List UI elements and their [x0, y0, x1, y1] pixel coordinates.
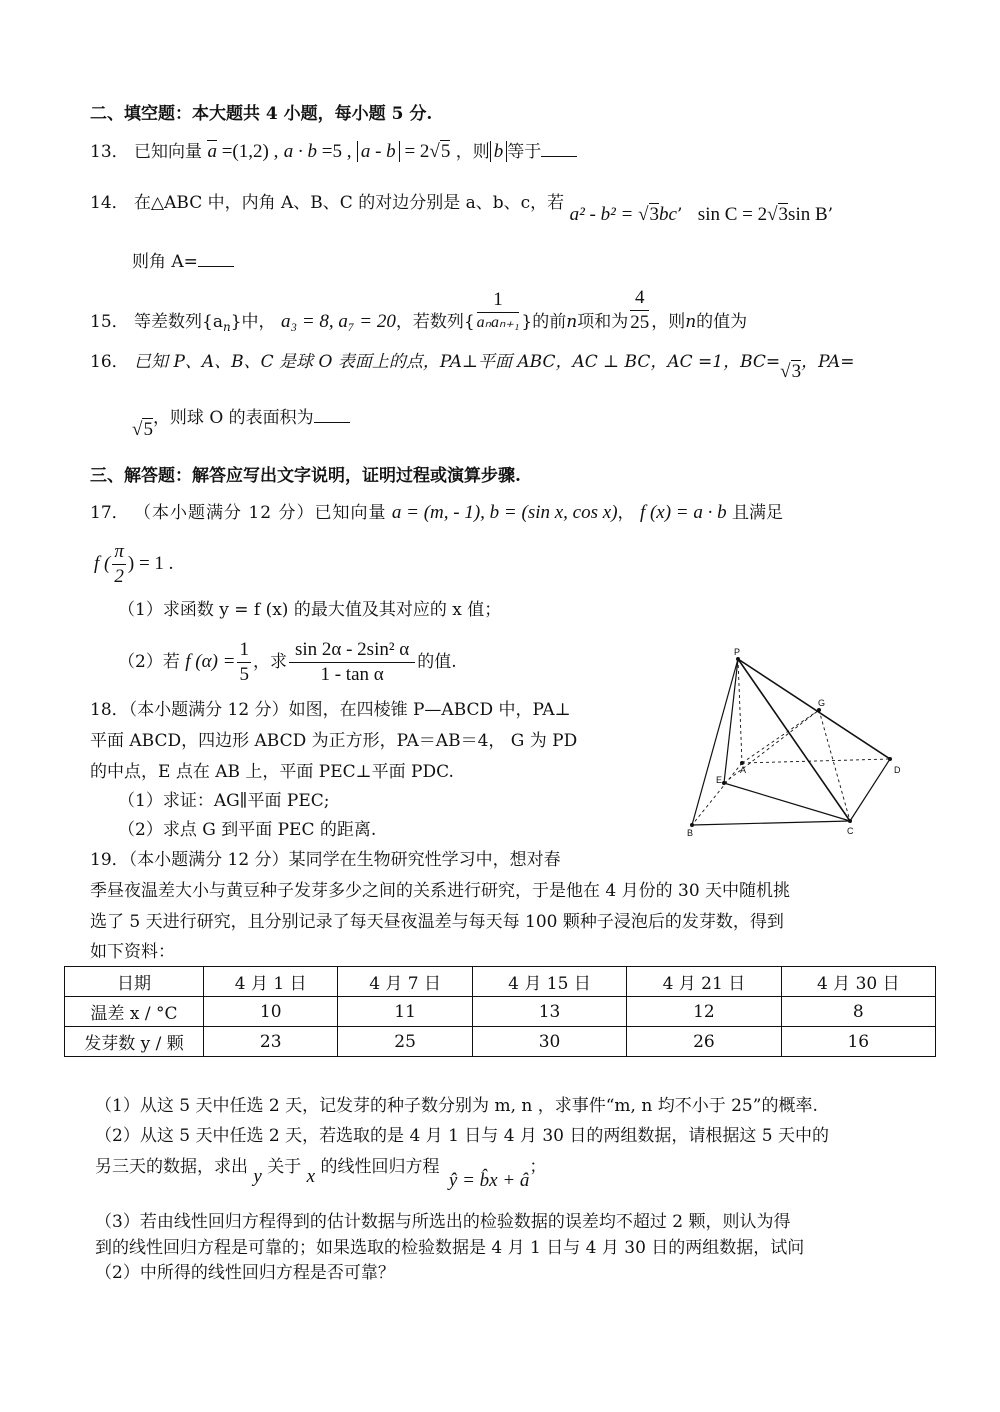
q15-sub-n: n	[223, 320, 231, 335]
q17-part2	[118, 638, 457, 687]
q15-text2: }中，	[230, 311, 276, 332]
q17-cond-num: π	[112, 540, 126, 565]
question-13	[90, 141, 577, 164]
q15-frac-den: aₙaₙ₊₁	[476, 313, 520, 331]
q19-line1: 19．（本小题满分 12 分）某同学在生物研究性学习中，想对春	[90, 850, 561, 870]
q15-text: 等差数列{a	[134, 311, 223, 332]
q17-vectors: a = (m, - 1), b = (sin x, cos x)	[391, 502, 618, 523]
q17-part1: （1）求函数 y = f (x) 的最大值及其对应的 x 值；	[118, 600, 502, 620]
table-cell: 30	[472, 1027, 626, 1057]
q19-part3-line3: （2）中所得的线性回归方程是否可靠？	[95, 1263, 395, 1283]
q16-answer-blank[interactable]	[314, 421, 350, 423]
q14-expr1: a² - b² =	[569, 204, 639, 225]
q17-fx: f (x) = a · b	[639, 502, 727, 523]
q17-p2-frac	[237, 638, 251, 687]
q13-answer-blank[interactable]	[541, 155, 577, 157]
q14-sqrt-sign-1: √	[638, 204, 649, 225]
q14-sep: ’	[676, 205, 683, 225]
q18-part2: （2）求点 G 到平面 PEC 的距离.	[118, 820, 377, 840]
q17-p2-big-frac	[289, 638, 415, 687]
q17-p2-den: 5	[239, 663, 249, 685]
question-15	[90, 286, 747, 335]
q15-text5: 项和为	[577, 311, 629, 332]
question-16	[90, 351, 855, 382]
q13-eq2: =5 ,	[316, 141, 352, 162]
q15-frac2-den: 25	[630, 311, 650, 333]
table-row-label: 温差 x / °C	[65, 997, 204, 1027]
q19-part3-line2: 到的线性回归方程是可靠的；如果选取的检验数据是 4 月 1 日与 4 月 30 日的两组数据，试问	[95, 1238, 805, 1258]
q16-sqrt-sign-2: √	[132, 419, 143, 440]
table-cell: 8	[781, 997, 935, 1027]
point-G	[817, 708, 821, 712]
q17-p2-fnum: sin 2α - 2sin² α	[289, 638, 415, 663]
q15-text4: }的前	[521, 311, 567, 332]
q16-sqrt-sign: √	[780, 361, 791, 382]
q14-end: ’	[827, 205, 834, 225]
q19-p2b-post: 的线性回归方程	[320, 1157, 440, 1177]
q14-angle-a: 则角 A=	[132, 252, 198, 272]
q19-p2b-x: x	[306, 1166, 316, 1187]
edge-AD-hidden	[742, 759, 890, 763]
table-cell: 12	[627, 997, 781, 1027]
label-B: B	[687, 828, 694, 838]
label-A: A	[740, 765, 747, 775]
table-row	[65, 1027, 936, 1057]
q17-cond-den: 2	[114, 565, 124, 587]
q17-number: 17．	[90, 503, 129, 523]
label-C: C	[847, 826, 854, 836]
q15-text7: 的值为	[696, 311, 748, 332]
label-D: D	[894, 765, 901, 775]
q19-line4: 如下资料：	[90, 942, 175, 962]
edge-PD	[738, 659, 890, 759]
edge-BC	[692, 821, 850, 825]
q18-line1: 18．（本小题满分 12 分）如图，在四棱锥 P—ABCD 中，PA⊥	[90, 700, 571, 720]
q19-part2-line1: （2）从这 5 天中任选 2 天，若选取的是 4 月 1 日与 4 月 30 日的两组数据，请根据这 5 天中的	[95, 1126, 829, 1146]
q15-a3-a7: a₃ = 8, a₇ = 20	[280, 310, 396, 332]
q14-number: 14．	[90, 193, 129, 213]
table-row	[65, 997, 936, 1027]
table-header-cell: 4 月 15 日	[472, 967, 626, 997]
q13-dot: a · b	[283, 141, 317, 162]
q18-part1: （1）求证：AG∥平面 PEC;	[118, 791, 330, 811]
q14-answer-blank[interactable]	[198, 265, 234, 267]
q13-vec-a: a	[207, 141, 217, 162]
q16-text2: ，则球 O 的表面积为	[152, 408, 314, 428]
q17-condition	[94, 540, 173, 589]
q16-number: 16．	[90, 352, 129, 372]
edge-EC	[724, 783, 850, 821]
q16-line2	[132, 407, 350, 440]
edge-EG-hidden	[724, 710, 819, 783]
table-header-row	[65, 967, 936, 997]
edge-PA-hidden	[738, 659, 742, 763]
point-C	[848, 819, 852, 823]
q14-text: 在△ABC 中，内角 A、B、C 的对边分别是 a、b、c，若	[134, 193, 565, 213]
section-3-title: 三、解答题：解答应写出文字说明，证明过程或演算步骤.	[90, 466, 521, 486]
q13-eq3: = 2	[399, 141, 430, 162]
edge-AG-hidden	[742, 710, 819, 763]
q19-p2b-pre: 另三天的数据，求出	[95, 1157, 248, 1177]
q16-sqrt5: 5	[143, 419, 153, 440]
q16-text: 已知 P、A、B、C 是球 O 表面上的点，PA⊥平面 ABC，AC ⊥ BC，AC =1，BC=	[134, 352, 781, 372]
edge-PB	[692, 659, 738, 825]
q15-fraction	[477, 288, 520, 333]
q17-cond-post: ) = 1 .	[127, 552, 174, 574]
q13-number: 13．	[90, 142, 129, 162]
label-P: P	[734, 647, 741, 657]
table-cell: 16	[781, 1027, 935, 1057]
table-row-label: 发芽数 y / 颗	[65, 1027, 204, 1057]
q18-line3: 的中点，E 点在 AB 上，平面 PEC⊥平面 PDC.	[90, 762, 454, 782]
q19-p2b-y: y	[253, 1166, 262, 1187]
q17-cond-pre: f (	[94, 552, 111, 574]
pyramid-figure	[680, 645, 920, 845]
q19-part1: （1）从这 5 天中任选 2 天，记发芽的种子数分别为 m, n ，求事件“m, n 均不小于 25”的概率.	[95, 1096, 818, 1116]
q17-mid: ，	[617, 503, 635, 523]
q13-text3: 等于	[507, 142, 542, 162]
q15-frac-num: 1	[477, 288, 520, 313]
edge-AB-hidden	[692, 763, 742, 825]
point-D	[888, 757, 892, 761]
q19-regression-eq: ŷ = b̂x + â	[448, 1170, 530, 1191]
q19-part3-line1: （3）若由线性回归方程得到的估计数据与所选出的检验数据的误差均不超过 2 颗，则认为得	[95, 1212, 791, 1232]
q17-p2-end: 的值.	[417, 651, 457, 672]
q13-sqrt-sign: √	[429, 141, 440, 162]
q14-line2	[132, 252, 234, 272]
q13-abs-diff: a - b	[357, 141, 400, 162]
table-cell: 10	[204, 997, 338, 1027]
edge-PE	[724, 659, 738, 783]
data-table	[64, 966, 936, 1057]
q15-frac2-num: 4	[630, 286, 649, 311]
q19-line2: 季昼夜温差大小与黄豆种子发芽多少之间的关系进行研究，于是他在 4 月份的 30 天中随机挑	[90, 881, 791, 901]
label-E: E	[716, 775, 723, 785]
edge-PC	[738, 659, 850, 821]
q13-text2: ，则	[455, 142, 490, 162]
q14-sinB: sin B	[788, 204, 828, 225]
q17-p2-fden: 1 - tan α	[320, 663, 384, 685]
q19-p2b-mid: 关于	[267, 1157, 302, 1177]
label-G: G	[818, 698, 826, 708]
q19-line3: 选了 5 天进行研究，且分别记录了每天昼夜温差与每天每 100 颗种子浸泡后的发芽数，得到	[90, 912, 784, 932]
q15-number: 15．	[90, 311, 129, 332]
point-E	[722, 781, 726, 785]
q13-text: 已知向量	[134, 142, 203, 162]
table-cell: 11	[338, 997, 472, 1027]
table-header-cell: 日期	[65, 967, 204, 997]
table-header-cell: 4 月 1 日	[204, 967, 338, 997]
q13-sqrt5: 5	[440, 141, 451, 162]
point-P	[736, 657, 740, 661]
q13-abs-b: b	[490, 141, 508, 162]
q19-p2b-end: ；	[529, 1157, 547, 1177]
section-2-title: 二、填空题：本大题共 4 小题，每小题 5 分.	[90, 104, 433, 124]
table-cell: 13	[472, 997, 626, 1027]
point-B	[690, 823, 694, 827]
q14-sqrt3: 3	[649, 204, 660, 225]
q13-eq1: =(1,2) ,	[216, 141, 279, 162]
table-cell: 26	[627, 1027, 781, 1057]
question-17	[90, 502, 783, 525]
table-header-cell: 4 月 21 日	[627, 967, 781, 997]
q17-tail: 且满足	[732, 503, 784, 523]
edge-CD	[850, 759, 890, 821]
table-cell: 25	[338, 1027, 472, 1057]
q19-part2-line2	[95, 1156, 547, 1191]
q14-expr2: sin C = 2	[697, 204, 768, 225]
q15-text6: ，则	[651, 311, 686, 332]
q14-bc: bc	[659, 204, 677, 225]
q18-line2: 平面 ABCD，四边形 ABCD 为正方形，PA＝AB＝4， G 为 PD	[90, 731, 578, 751]
q16-pa: ，PA=	[801, 352, 855, 372]
question-14	[90, 192, 834, 225]
q17-p2-mid: ，求	[252, 651, 287, 672]
edge-GC-hidden	[819, 710, 850, 821]
q14-sqrt3b: 3	[778, 204, 789, 225]
q17-cond-frac	[112, 540, 126, 589]
q15-text3: ，若数列{	[395, 311, 475, 332]
q17-p2-f: f (α) =	[185, 650, 236, 672]
q16-sqrt3: 3	[791, 361, 802, 382]
table-header-cell: 4 月 30 日	[781, 967, 935, 997]
q15-n2: n	[685, 311, 697, 332]
q15-fraction-2	[630, 286, 649, 335]
table-header-cell: 4 月 7 日	[338, 967, 472, 997]
q15-n: n	[566, 311, 578, 332]
q17-p2-pre: （2）若	[118, 651, 180, 672]
q17-p2-num: 1	[237, 638, 251, 663]
q14-sqrt-sign-2: √	[767, 204, 778, 225]
q17-head: （本小题满分 12 分）已知向量	[134, 503, 387, 523]
table-cell: 23	[204, 1027, 338, 1057]
